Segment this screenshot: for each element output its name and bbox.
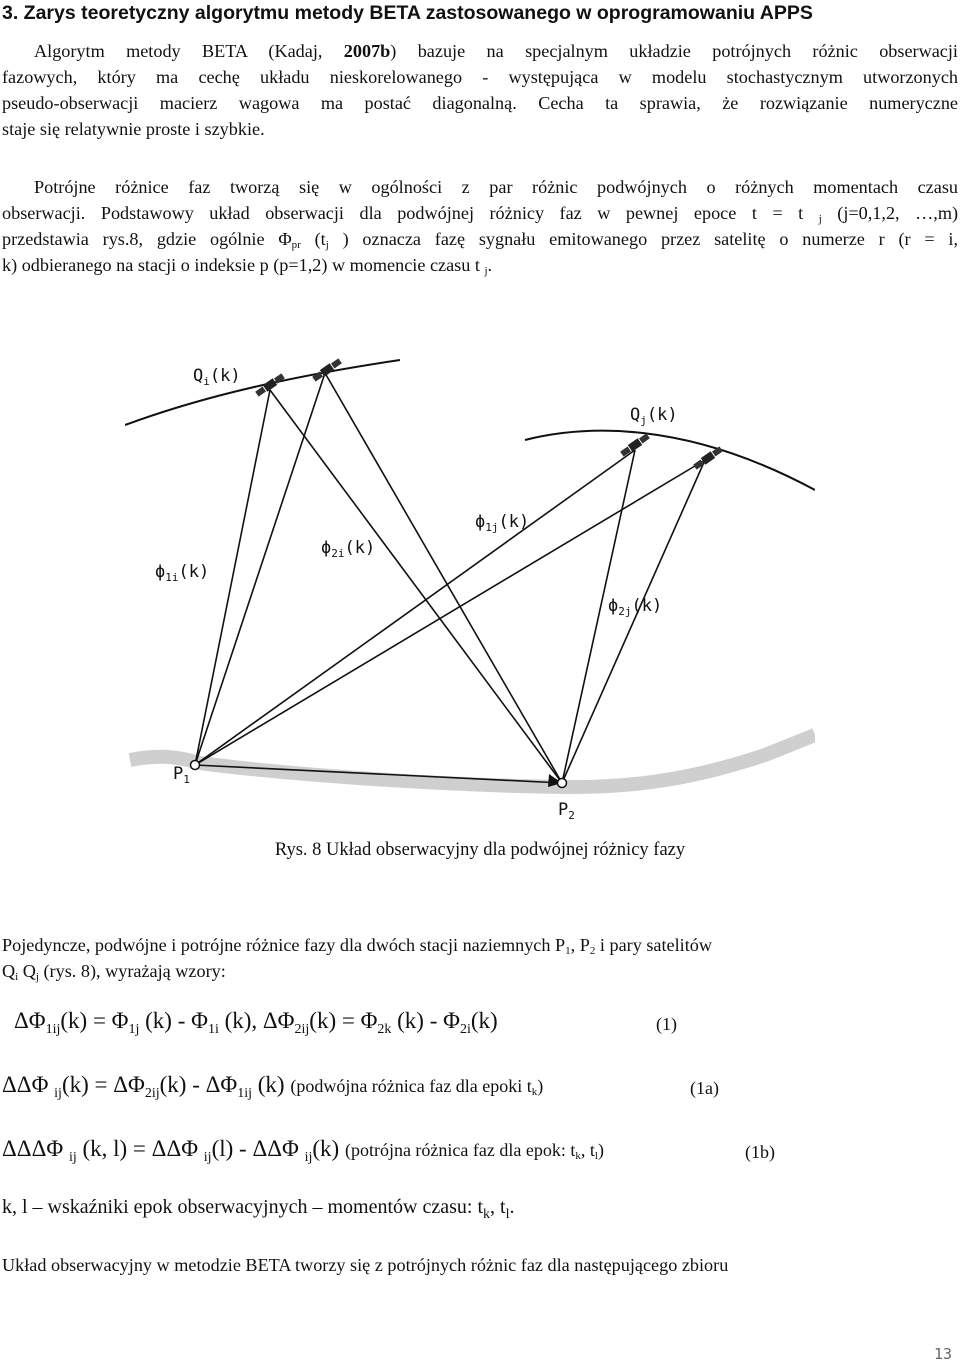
equation-1-number: (1) — [656, 1014, 677, 1034]
label-phi-1j: $\phi_{1j}(k)$ — [475, 512, 530, 534]
label-phi-2i: $\phi_{2i}(k)$ — [321, 538, 376, 560]
paragraph-3-line-1: Pojedyncze, podwójne i potrójne różnice fazy dla dwóch stacji naziemnych $P_1$, $P_2$ i pary satelitów — [2, 935, 713, 957]
section-heading: 3. Zarys teoretyczny algorytmu metody BETA zastosowanego w oprogramowaniu APPS — [2, 2, 813, 24]
station-marker-p1 — [191, 761, 200, 770]
epoch-indices-note: k, l – wskaźniki epok obserwacyjnych – momentów czasu: $t_k$, $t_l$. — [2, 1196, 515, 1222]
paragraph-1-line-4: staje się relatywnie proste i szybkie. — [2, 119, 265, 139]
label-p2: $P_2$ — [558, 800, 575, 822]
figure-observation-diagram — [125, 355, 815, 830]
paragraph-2-line-2: obserwacji. Podstawowy układ obserwacji dla podwójnej różnicy faz w pewnej epoce t = t $_j$ (j=0,1,2, …,m) — [2, 203, 959, 225]
station-marker-p2 — [558, 779, 567, 788]
equation-1b-number: (1b) — [745, 1142, 775, 1162]
paragraph-4 — [2, 1252, 958, 1278]
paragraph-1-line-2: fazowych, który ma cechę układu nieskorelowanego - występująca w modelu stochastycznym utworzonych — [2, 67, 958, 87]
paragraph-2-line-1: Potrójne różnice faz tworzą się w ogólności z par różnic podwójnych o różnych momentach czasu — [34, 177, 958, 197]
page-number: 13 — [933, 1345, 952, 1363]
paragraph-1-line-3: pseudo-obserwacji macierz wagowa ma postać diagonalną. Cecha ta sprawia, że rozwiązanie numeryczne — [2, 93, 958, 113]
label-qi: $Q_i(k)$ — [193, 366, 241, 388]
paragraph-3 — [2, 932, 958, 984]
label-phi-2j: $\phi_{2j}(k)$ — [608, 596, 663, 618]
satellite-icon-qj-2 — [693, 446, 724, 471]
paragraph-2 — [2, 174, 958, 278]
label-p1: $P_1$ — [173, 764, 190, 786]
paragraph-1-line-1: Algorytm metody BETA (Kadaj, 2007b) bazuje na specjalnym układzie potrójnych różnic obserwacji — [34, 41, 958, 61]
label-phi-1i: $\phi_{1i}(k)$ — [155, 562, 210, 584]
paragraph-2-line-3: przedstawia rys.8, gdzie ogólnie $\Phi_{pr}$ ($t_j$ ) oznacza fazę sygnału emitowanego przez satelitę o numerze r (r = i, — [2, 229, 959, 251]
paragraph-2-line-4: k) odbieranego na stacji o indeksie p (p=1,2) w momencie czasu t $_j$. — [2, 255, 493, 277]
signal-lines — [195, 373, 705, 783]
equation-1b: ΔΔΔΦ $_{ij}$ (k, l) = ΔΔΦ $_{ij}$(l) - ΔΔΦ $_{ij}$(k) (potrójna różnica faz dla epok: $t_k$, $t_l$) — [2, 1136, 604, 1165]
label-qj: $Q_j(k)$ — [630, 405, 678, 427]
figure-caption: Rys. 8 Układ obserwacyjny dla podwójnej różnicy fazy — [274, 840, 686, 860]
equation-1a: ΔΔΦ $_{ij}(k) = \Delta\Phi_{2ij}(k) - \Delta\Phi_{1ij}$ (k) (podwójna różnica faz dla epoki $t_k$) — [2, 1072, 544, 1101]
paragraph-4-line-1: Układ obserwacyjny w metodzie BETA tworzy się z potrójnych różnic faz dla następującego zbioru — [2, 1255, 729, 1275]
equation-1: $\Delta\Phi_{1ij}(k) = \Phi_{1j}$ $(k) - \Phi_{1i}$ (k), $\Delta\Phi_{2ij}(k) = \Phi_{2k}$ $(k) - \Phi_{2i}(k)$ — [14, 1008, 498, 1037]
paragraph-1 — [2, 38, 958, 142]
paragraph-3-line-2: $Q_i$ $Q_j$ (rys. 8), wyrażają wzory: — [2, 961, 226, 983]
equation-1a-number: (1a) — [690, 1078, 719, 1098]
